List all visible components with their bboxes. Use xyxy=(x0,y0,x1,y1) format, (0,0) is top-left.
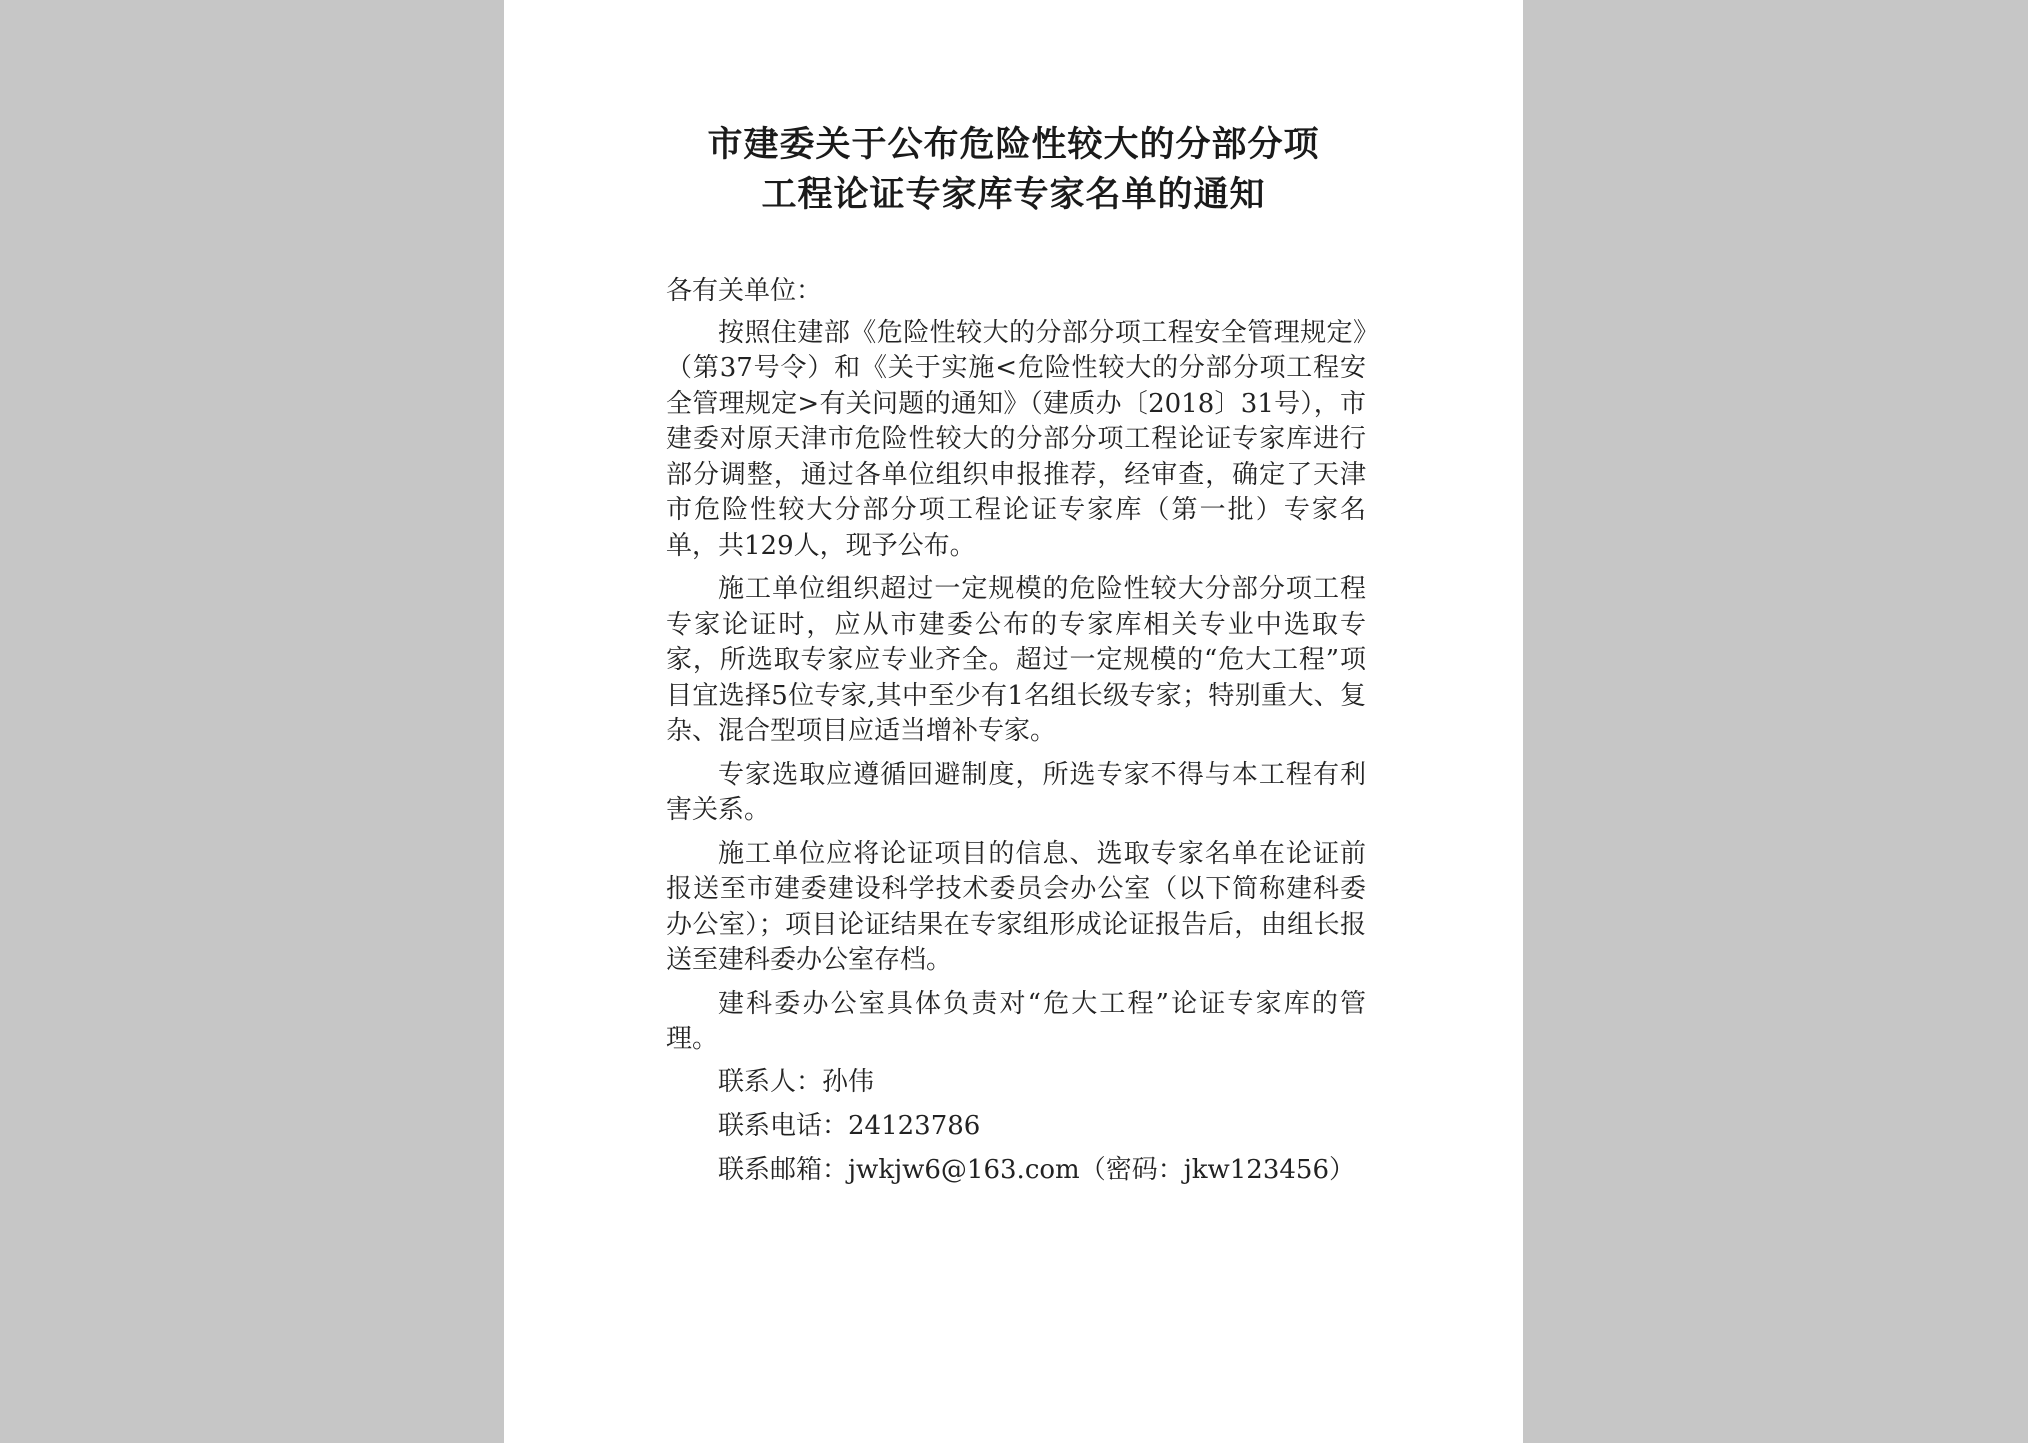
paragraph-3: 专家选取应遵循回避制度，所选专家不得与本工程有利害关系。 xyxy=(666,759,1366,825)
paragraph-4: 施工单位应将论证项目的信息、选取专家名单在论证前报送至市建委建设科学技术委员会办公室（以下简称建科委办公室）；项目论证结果在专家组形成论证报告后，由组长报送至建科委办公室存档。 xyxy=(666,838,1366,975)
paragraph-5: 建科委办公室具体负责对“危大工程”论证专家库的管理。 xyxy=(666,988,1366,1054)
contact-person: 联系人：孙伟 xyxy=(718,1066,875,1097)
document-page xyxy=(504,0,1523,1443)
document-body xyxy=(666,274,1366,1198)
salutation: 各有关单位： xyxy=(666,276,823,306)
title-line-2: 工程论证专家库专家名单的通知 xyxy=(761,175,1266,215)
contact-email: 联系邮箱：jwkjw6@163.com（密码：jkw123456） xyxy=(718,1154,1356,1185)
title-line-1: 市建委关于公布危险性较大的分部分项 xyxy=(707,125,1320,165)
contact-phone: 联系电话：24123786 xyxy=(718,1110,981,1141)
document-title xyxy=(504,120,1523,220)
paragraph-2: 施工单位组织超过一定规模的危险性较大分部分项工程专家论证时，应从市建委公布的专家库相关专业中选取专家，所选取专家应专业齐全。超过一定规模的“危大工程”项目宜选择5位专家,其中至少有1名组长级专家；特别重大、复杂、混合型项目应适当增补专家。 xyxy=(666,574,1366,746)
paragraph-1: 按照住建部《危险性较大的分部分项工程安全管理规定》（第37号令）和《关于实施<危险性较大的分部分项工程安全管理规定>有关问题的通知》（建质办〔2018〕31号），市建委对原天津市危险性较大的分部分项工程论证专家库进行部分调整，通过各单位组织申报推荐，经审查，确定了天津市危险性较大分部分项工程论证专家库（第一批）专家名单，共129人，现予公布。 xyxy=(666,317,1366,561)
